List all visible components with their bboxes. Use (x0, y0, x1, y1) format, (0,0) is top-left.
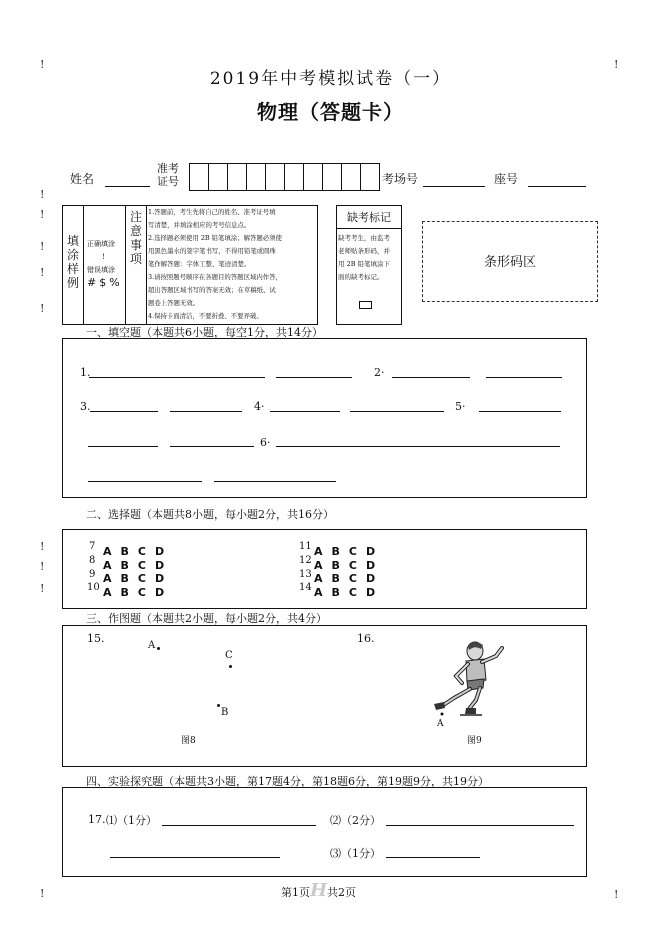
margin-mark: ! (40, 188, 45, 201)
exam-title: 2019年中考模拟试卷（一） (209, 69, 452, 89)
seat-label: 座号 (494, 172, 519, 186)
section1-title: 一、填空题（本题共6小题，每空1分，共14分） (86, 326, 323, 339)
q17-part3-label: ⑶（1分） (330, 847, 381, 860)
absent-line: 老师贴条形码，并 (338, 247, 390, 255)
q5-label: 5· (455, 400, 466, 413)
notes-char: 项 (129, 252, 142, 266)
absent-checkbox[interactable] (359, 301, 372, 309)
q4-blank-2[interactable] (350, 411, 444, 412)
notes-char: 注 (129, 210, 142, 224)
fill-sample-label (66, 234, 80, 290)
notes-char: 意 (129, 224, 142, 238)
wrong-fill-label: 错误填涂 (87, 266, 115, 274)
choice-options[interactable]: ABCD (103, 545, 174, 558)
margin-mark: ! (40, 302, 45, 315)
margin-mark: ! (614, 58, 619, 71)
q2-label: 2· (374, 366, 385, 379)
section1-box (62, 338, 587, 498)
margin-mark: ! (614, 888, 619, 901)
choice-options[interactable]: ABCD (103, 559, 174, 572)
choice-number: 9 (89, 569, 96, 580)
student-id-cell[interactable] (227, 163, 247, 191)
point-c-label: C (225, 650, 233, 661)
choice-number: 13 (299, 569, 312, 580)
page-number: 1 (292, 886, 299, 899)
point-a-label: A (148, 640, 156, 651)
note-line: 4.保持卡面清洁，不要折叠、不要弄破。 (148, 312, 263, 320)
q17-part1-blank-2[interactable] (110, 857, 280, 858)
choice-options[interactable]: ABCD (103, 586, 174, 599)
point-b-dot (217, 704, 220, 707)
absent-text (338, 232, 400, 284)
q3-blank-2[interactable] (170, 411, 242, 412)
choice-options[interactable]: ABCD (103, 572, 174, 585)
name-field[interactable] (105, 186, 150, 187)
absent-title: 缺考标记 (347, 211, 391, 224)
page-mid: 页 (299, 886, 310, 899)
divider (336, 228, 401, 229)
seat-field[interactable] (528, 186, 586, 187)
notes-text (148, 206, 314, 323)
note-line: 1.答题前，考生先将自己的姓名、准考证号填 (148, 208, 276, 216)
note-line: 2.选择题必须使用 2B 铅笔填涂；解答题必须使 (148, 234, 282, 242)
fill-sample-char: 涂 (66, 248, 79, 262)
point-a-dot (157, 647, 160, 650)
notes-label (129, 210, 143, 266)
choice-number: 11 (299, 541, 312, 552)
page-total: 2 (338, 886, 346, 899)
q4-label: 4· (254, 400, 265, 413)
q17-label: 17. (88, 813, 106, 826)
divider (125, 205, 126, 325)
student-id-cell[interactable] (208, 163, 228, 191)
q6-blank-1[interactable] (276, 446, 560, 447)
q17-part2-blank[interactable] (386, 825, 574, 826)
choice-number: 10 (87, 582, 100, 593)
point-b-label: B (221, 707, 229, 718)
student-id-cell[interactable] (341, 163, 361, 191)
margin-mark: ! (40, 887, 45, 900)
excl-mark: ! (102, 253, 105, 261)
choice-options[interactable]: ABCD (314, 545, 385, 558)
note-line: 超出答题区域书写的答案无效；在草稿纸、试 (148, 286, 276, 294)
q17-part1-label: ⑴（1分） (106, 814, 157, 827)
q4-blank-1[interactable] (270, 411, 340, 412)
q2-blank-2[interactable] (486, 377, 562, 378)
q15-label: 15. (87, 632, 105, 645)
margin-mark: ! (40, 58, 45, 71)
margin-mark: ! (40, 240, 45, 253)
q5-blank-1[interactable] (479, 411, 561, 412)
margin-mark: ! (40, 266, 45, 279)
q16-label: 16. (357, 632, 375, 645)
q17-part1-blank[interactable] (162, 825, 316, 826)
student-id-cell[interactable] (360, 163, 380, 191)
absent-line: 缺考考生，由监考 (338, 234, 390, 242)
choice-options[interactable]: ABCD (314, 559, 385, 572)
barcode-label: 条形码区 (483, 255, 536, 270)
point-c-dot (229, 665, 232, 668)
page-prefix: 第 (281, 886, 292, 899)
margin-mark: ! (40, 582, 45, 595)
q1-label: 1. (80, 366, 91, 379)
q3-blank-1[interactable] (90, 411, 158, 412)
q1-blank-2[interactable] (276, 377, 352, 378)
note-line: 3.请按照题号顺序在各题目的答题区域内作答， (148, 273, 282, 281)
q5-blank-3[interactable] (170, 446, 254, 447)
section2-title: 二、选择题（本题共8小题，每小题2分，共16分） (86, 508, 334, 521)
choice-number: 14 (299, 582, 312, 593)
q1-blank-1[interactable] (89, 377, 265, 378)
student-id-cell[interactable] (189, 163, 209, 191)
watermark-logo: H (310, 880, 328, 901)
figure-8-caption: 图8 (181, 736, 196, 746)
student-id-cell[interactable] (303, 163, 323, 191)
q6-blank-2[interactable] (88, 481, 202, 482)
page-indicator (281, 880, 356, 901)
exam-subtitle: 物理（答题卡） (257, 100, 404, 124)
section3-title: 三、作图题（本题共2小题，每小题2分，共4分） (86, 612, 327, 625)
room-label: 考场号 (382, 172, 419, 186)
fill-sample-char: 填 (66, 234, 79, 248)
id-label-2: 证号 (157, 175, 179, 188)
name-label: 姓名 (70, 172, 95, 186)
wrong-fill-symbols: #$% (87, 276, 123, 289)
q5-blank-2[interactable] (88, 446, 158, 447)
section4-box (62, 787, 587, 877)
q2-blank-1[interactable] (392, 377, 470, 378)
divider (83, 205, 84, 325)
choice-options[interactable]: ABCD (314, 586, 385, 599)
note-line: 题卷上答题无效。 (148, 299, 200, 307)
id-label-1: 准考 (157, 162, 179, 175)
note-line: 笔作解答题：字体工整、笔迹清楚。 (148, 260, 251, 268)
student-id-cell[interactable] (284, 163, 304, 191)
q17-part2-label: ⑵（2分） (330, 814, 381, 827)
student-id-cell[interactable] (322, 163, 342, 191)
choice-number: 12 (299, 555, 312, 566)
runner-figure (426, 636, 516, 722)
choice-options[interactable]: ABCD (314, 572, 385, 585)
room-field[interactable] (423, 186, 485, 187)
student-id-cell[interactable] (246, 163, 266, 191)
fill-sample-char: 样 (66, 262, 79, 276)
q17-part3-blank[interactable] (386, 857, 480, 858)
q6-label: 6· (260, 436, 271, 449)
choice-number: 8 (89, 555, 96, 566)
page-end: 页 (345, 886, 357, 899)
divider (146, 205, 147, 325)
absent-line: 面的缺考标记。 (338, 273, 384, 281)
notes-char: 事 (129, 238, 142, 252)
figure-9-caption: 图9 (467, 736, 482, 746)
choice-number: 7 (89, 541, 96, 552)
note-line: 用黑色墨水的签字笔书写，不得用铅笔或圆珠 (148, 247, 276, 255)
section4-title: 四、实验探究题（本题共3小题，第17题4分，第18题6分，第19题9分，共19分） (86, 775, 489, 788)
q6-blank-3[interactable] (214, 481, 336, 482)
q3-label: 3. (80, 400, 91, 413)
correct-fill-label: 正确填涂 (87, 240, 115, 248)
absent-line: 用 2B 铅笔填涂下 (338, 260, 391, 268)
margin-mark: ! (40, 560, 45, 573)
margin-mark: ! (40, 540, 45, 553)
page-suffix: 共 (327, 886, 339, 899)
note-line: 写清楚，并填涂相应的考号信息点。 (148, 221, 251, 229)
fill-sample-char: 例 (66, 276, 79, 290)
margin-mark: ! (40, 208, 45, 221)
student-id-cell[interactable] (265, 163, 285, 191)
runner-point-label: A (437, 719, 444, 729)
